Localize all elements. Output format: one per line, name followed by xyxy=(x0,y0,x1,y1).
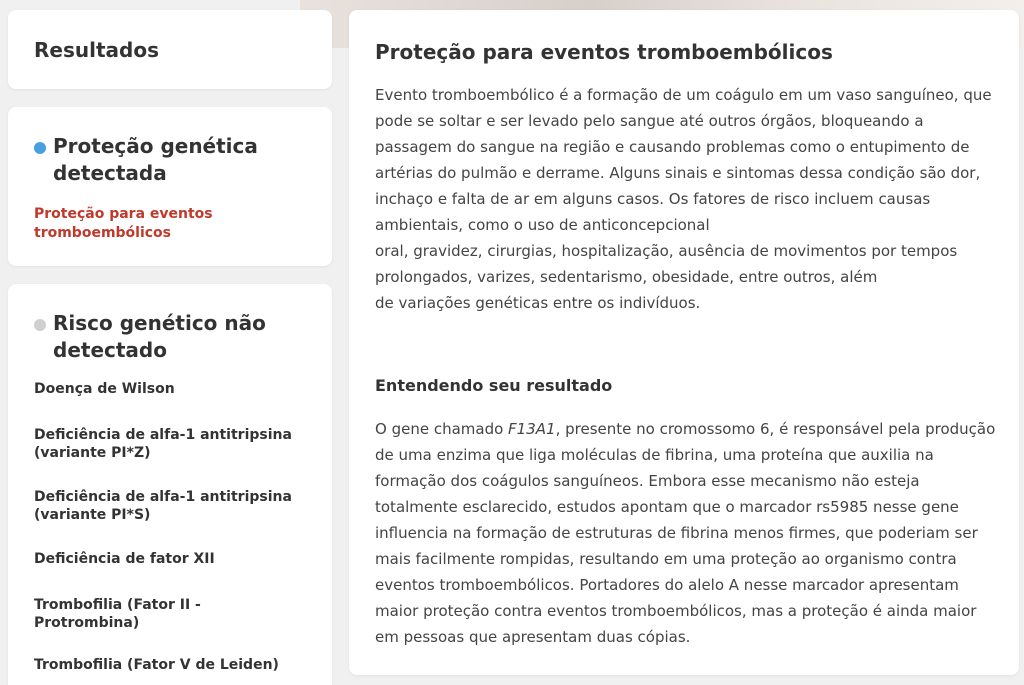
intro-line: Evento tromboembólico é a formação de um coágulo em um vaso sanguíneo, que xyxy=(375,86,992,104)
blue-status-dot-icon xyxy=(34,142,46,154)
intro-line: artérias do pulmão e derrame. Alguns sinais e sintomas dessa condição são dor, xyxy=(375,164,981,182)
protection-item-link[interactable]: Proteção para eventos tromboembólicos xyxy=(34,206,213,241)
protection-group-title: Proteção genética detectada xyxy=(53,134,258,185)
gene-name: F13A1 xyxy=(508,420,556,438)
result-prefix: O gene chamado xyxy=(375,420,509,438)
risk-group-card xyxy=(8,284,332,685)
risk-item-alfa1-pis[interactable]: Deficiência de alfa-1 antitripsina (variante PI*S) xyxy=(34,489,292,523)
result-line: maior proteção contra eventos tromboembólicos, mas a proteção é ainda maior xyxy=(375,602,977,620)
risk-item-fator-xii[interactable]: Deficiência de fator XII xyxy=(34,551,215,567)
risk-item-fator-v[interactable]: Trombofilia (Fator V de Leiden) xyxy=(34,657,279,673)
result-line: mais facilmente rompidas, resultando em uma proteção ao organismo contra xyxy=(375,550,957,568)
result-line: de uma enzima que liga moléculas de fibrina, uma proteína que auxilia na xyxy=(375,446,934,464)
intro-line: prolongados, varizes, sedentarismo, obesidade, entre outros, além xyxy=(375,268,878,286)
results-title: Resultados xyxy=(34,38,159,62)
grey-status-dot-icon xyxy=(34,319,46,331)
result-line: formação dos coágulos sanguíneos. Embora esse mecanismo não esteja xyxy=(375,472,920,490)
result-subtitle: Entendendo seu resultado xyxy=(375,376,613,395)
intro-line: inchaço e falta de ar em alguns casos. Os fatores de risco incluem causas xyxy=(375,190,931,208)
result-line: em pessoas que apresentam duas cópias. xyxy=(375,628,691,646)
results-card xyxy=(8,10,332,89)
risk-item-alfa1-piz[interactable]: Deficiência de alfa-1 antitripsina (variante PI*Z) xyxy=(34,427,292,461)
result-line: eventos tromboembólicos. Portadores do alelo A nesse marcador apresentam xyxy=(375,576,959,594)
detail-title: Proteção para eventos tromboembólicos xyxy=(375,40,833,64)
intro-line: ambientais, como o uso de anticoncepcional xyxy=(375,216,710,234)
risk-group-title: Risco genético não detectado xyxy=(53,311,266,362)
result-suffix: , presente no cromossomo 6, é responsável pela produção xyxy=(555,420,996,438)
intro-line: passagem do sangue na região e causando problemas como o entupimento de xyxy=(375,138,970,156)
result-line: influencia na formação de estruturas de fibrina menos firmes, que poderiam ser xyxy=(375,524,978,542)
result-line xyxy=(375,416,1000,442)
result-line: totalmente esclarecido, estudos apontam que o marcador rs5985 nesse gene xyxy=(375,498,959,516)
protection-group-card xyxy=(8,107,332,266)
detail-card xyxy=(349,10,1019,675)
intro-line: pode se soltar e ser levado pelo sangue até outros órgãos, bloqueando a xyxy=(375,112,924,130)
risk-item-fator-ii[interactable]: Trombofilia (Fator II - Protrombina) xyxy=(34,597,201,631)
intro-paragraph xyxy=(375,82,1000,316)
risk-item-wilson[interactable]: Doença de Wilson xyxy=(34,381,175,397)
intro-line: de variações genéticas entre os indivíduos. xyxy=(375,294,701,312)
result-paragraph xyxy=(375,416,1000,650)
intro-line: oral, gravidez, cirurgias, hospitalização, ausência de movimentos por tempos xyxy=(375,242,958,260)
